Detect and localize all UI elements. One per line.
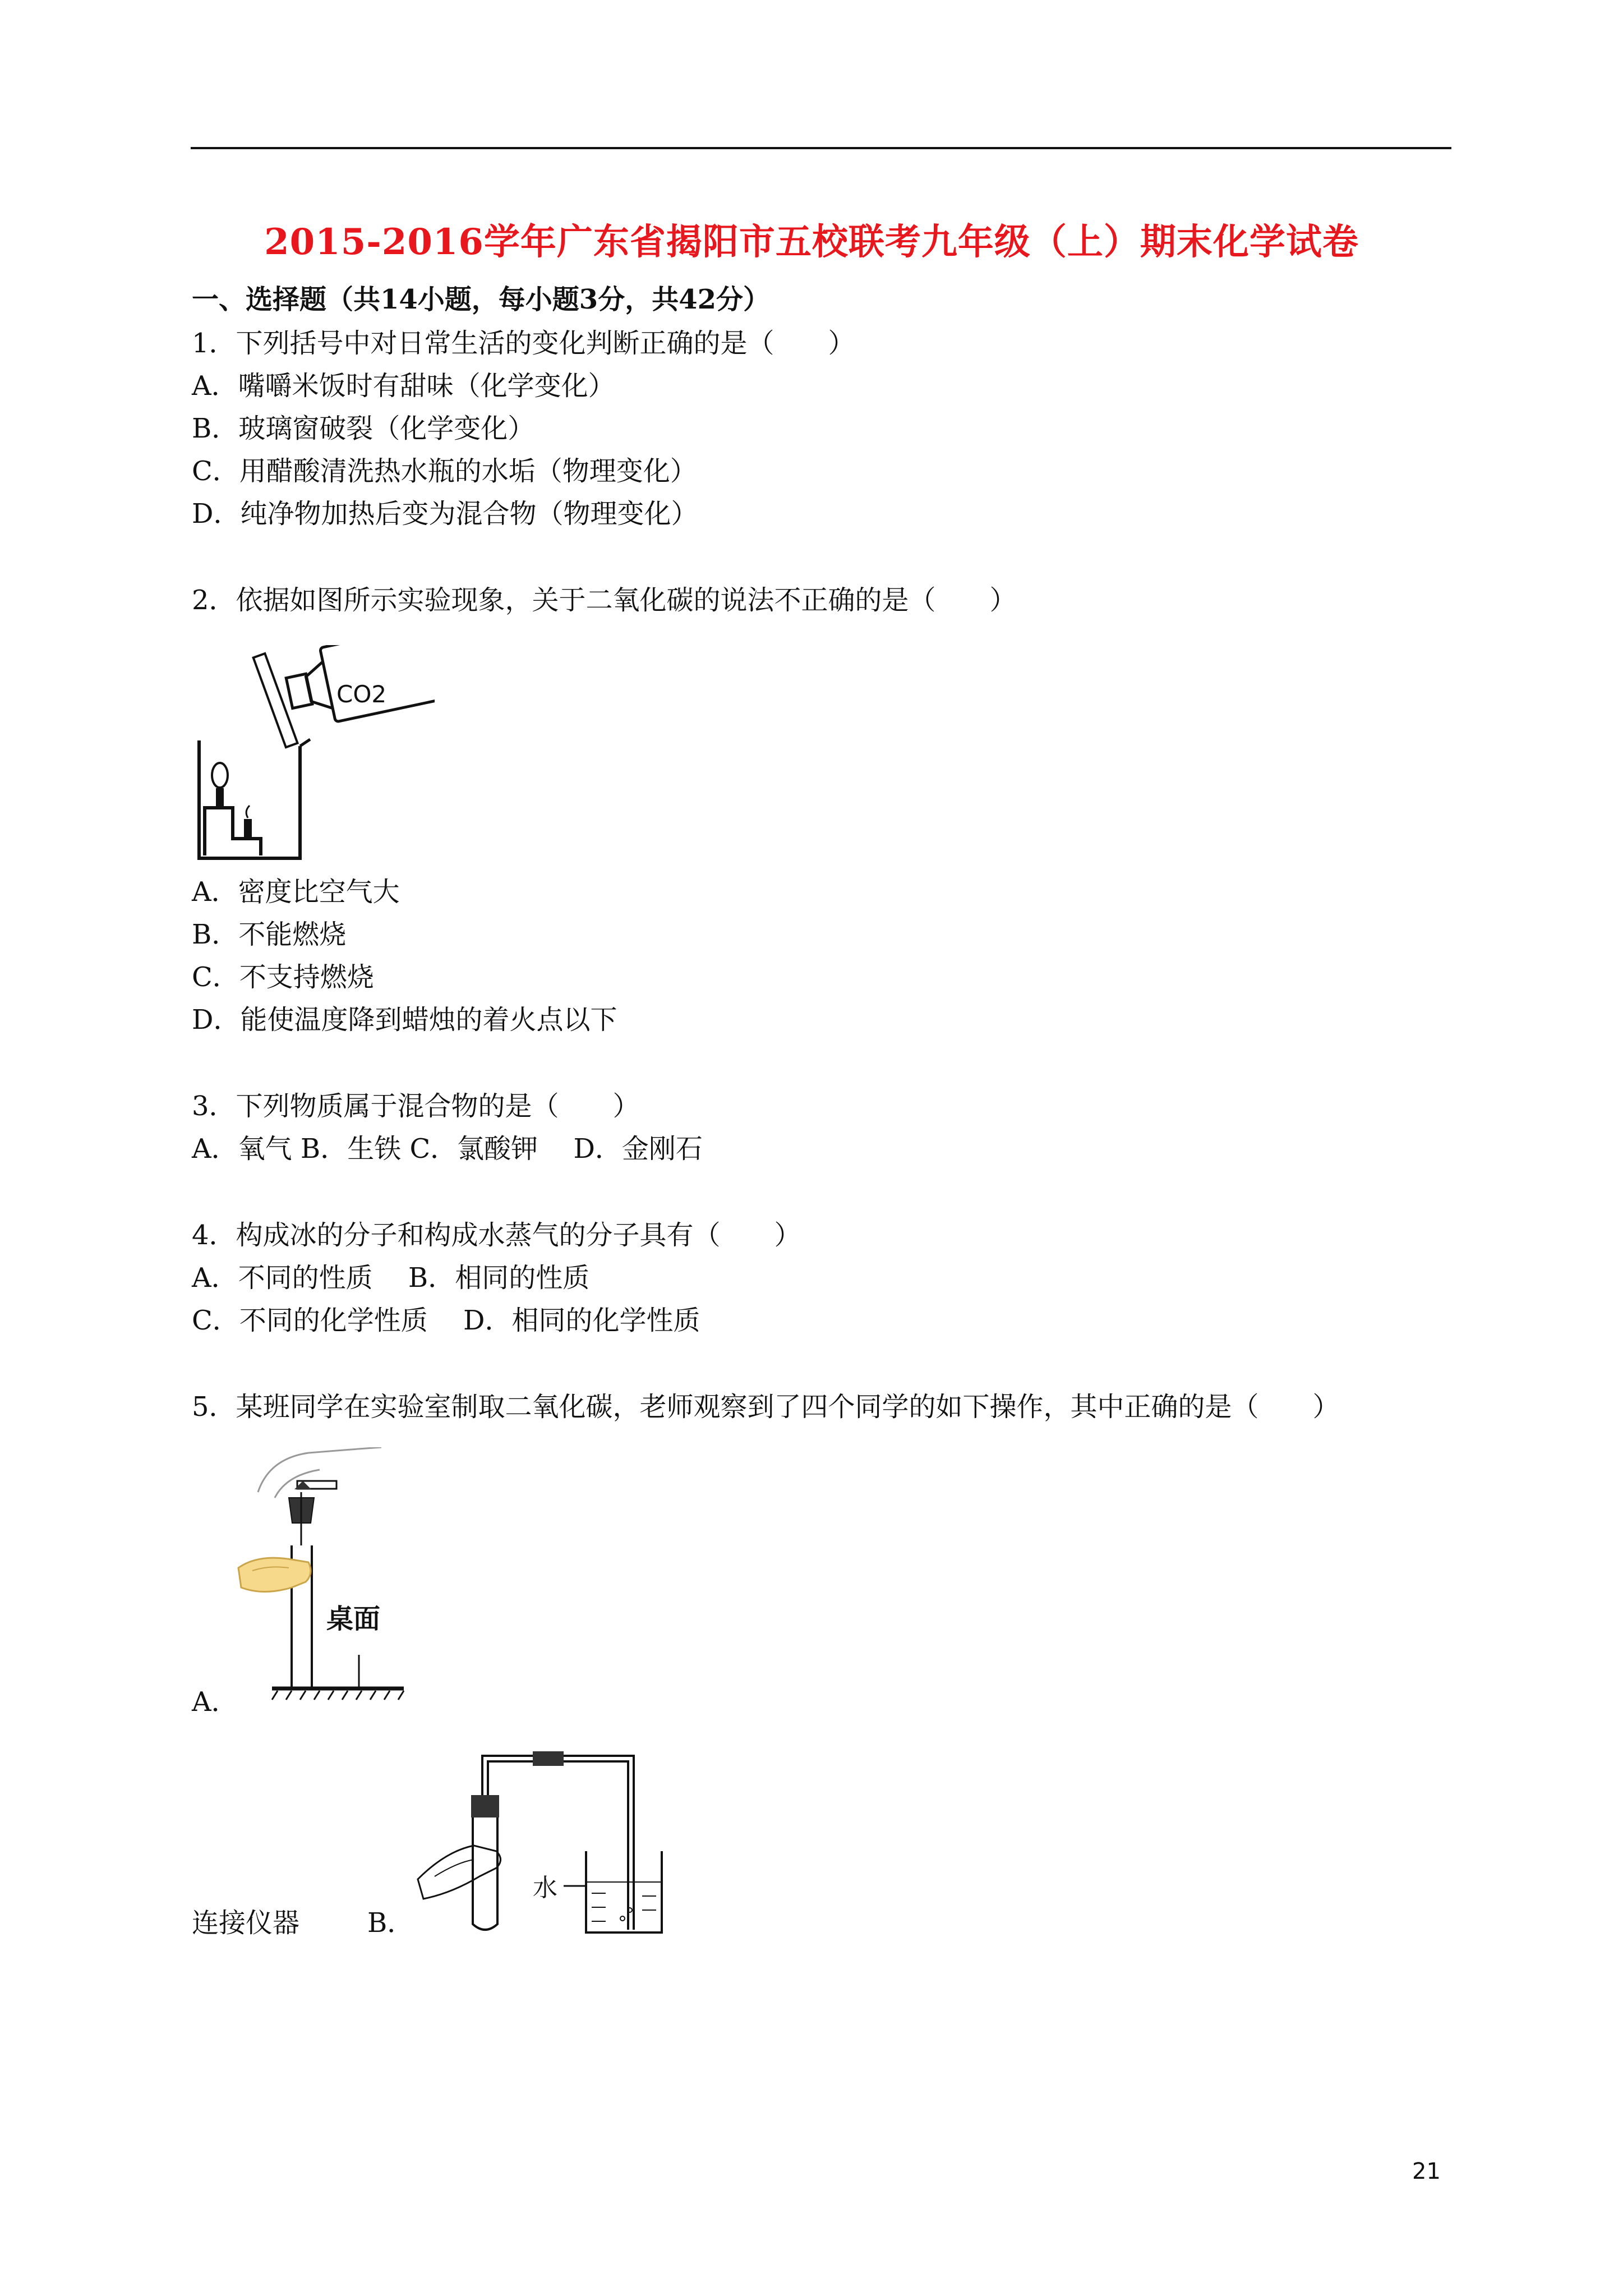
- page-number: 21: [1412, 2159, 1441, 2184]
- question-5-option-b-prefix: 连接仪器: [192, 1907, 300, 1939]
- section-heading: 一、选择题（共14小题，每小题3分，共42分）: [192, 284, 770, 315]
- question-1-option-b: B．玻璃窗破裂（化学变化）: [192, 413, 535, 444]
- question-3-options: A．氧气 B．生铁 C．氯酸钾 D．金刚石: [192, 1133, 703, 1165]
- question-2-option-c: C．不支持燃烧: [192, 961, 374, 993]
- question-1-option-a: A．嘴嚼米饭时有甜味（化学变化）: [192, 370, 615, 402]
- upper-flame: [212, 763, 228, 788]
- page-title: 2015-2016学年广东省揭阳市五校联考九年级（上）期末化学试卷: [264, 221, 1359, 263]
- water-label: 水: [533, 1874, 557, 1902]
- lower-hand: [238, 1558, 311, 1591]
- header-rule: [191, 147, 1451, 149]
- question-2-stem: 2．依据如图所示实验现象，关于二氧化碳的说法不正确的是（ ）: [192, 585, 1017, 616]
- stopper-insertion-figure: [236, 1447, 415, 1705]
- lower-candle: [244, 819, 252, 839]
- question-1-option-c: C．用醋酸清洗热水瓶的水垢（物理变化）: [192, 455, 697, 487]
- question-4-options-row2: C．不同的化学性质 D．相同的化学性质: [192, 1305, 700, 1336]
- question-4-options-row1: A．不同的性质 B．相同的性质: [192, 1262, 590, 1294]
- delivery-tube: [482, 1756, 634, 1930]
- hand-outline: [418, 1846, 501, 1899]
- airtightness-check-figure: [412, 1739, 676, 1947]
- question-2-option-a: A．密度比空气大: [192, 876, 400, 908]
- beaker-outline: [199, 740, 300, 858]
- co2-candles-figure: [193, 645, 435, 864]
- table-label: 桌面: [326, 1603, 381, 1635]
- upper-candle: [216, 788, 224, 808]
- question-3-stem: 3．下列物质属于混合物的是（ ）: [192, 1091, 640, 1122]
- question-1-stem: 1．下列括号中对日常生活的变化判断正确的是（ ）: [192, 328, 855, 359]
- question-5-option-b: B．: [367, 1907, 414, 1939]
- question-2-option-d: D．能使温度降到蜡烛的着火点以下: [192, 1004, 617, 1036]
- step-platform: [205, 808, 261, 855]
- question-4-stem: 4．构成冰的分子和构成水蒸气的分子具有（ ）: [192, 1220, 801, 1251]
- rubber-connector: [533, 1751, 564, 1766]
- question-5-stem: 5．某班同学在实验室制取二氧化碳，老师观察到了四个同学的如下操作，其中正确的是（ ）: [192, 1391, 1340, 1423]
- question-5-option-a: A．: [192, 1686, 238, 1718]
- test-tube-stopper: [471, 1795, 499, 1818]
- lower-flame: [246, 806, 250, 818]
- question-2-option-b: B．不能燃烧: [192, 919, 347, 950]
- question-1-option-d: D．纯净物加热后变为混合物（物理变化）: [192, 498, 698, 530]
- co2-label: CO2: [336, 680, 387, 708]
